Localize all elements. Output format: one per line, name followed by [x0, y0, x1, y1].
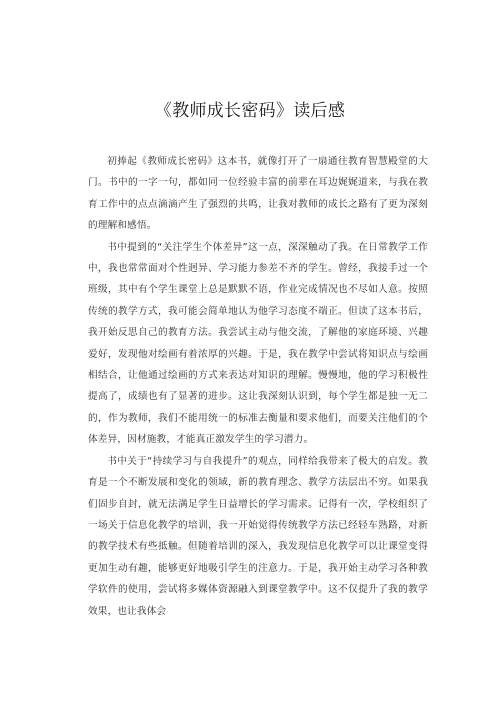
paragraph-1: 初捧起《教师成长密码》这本书，就像打开了一扇通往教育智慧殿堂的大门。书中的一字一句，都如同一位经验丰富的前辈在耳边娓娓道来，与我在教育工作中的点点滴滴产生了强烈的共鸣，让我对教师的成长之路有了更为深刻的理解和感悟。: [88, 156, 428, 232]
paragraph-3: 书中关于“持续学习与自我提升”的观点，同样给我带来了极大的启发。教育是一个不断发展和变化的领域，新的教育理念、教学方法层出不穷。如果我们固步自封，就无法满足学生日益增长的学习需求。记得有一次，学校组织了一场关于信息化教学的培训，我一开始觉得传统教学方法已经轻车熟路，对新的教学技术有些抵触。但随着培训的深入，我发现信息化教学可以让课堂变得更加生动有趣，能够更好地吸引学生的注意力。于是，我开始主动学习各种教学软件的使用，尝试将多媒体资源融入到课堂教学中。这不仅提升了我的教学效果，也让我体会: [88, 455, 428, 617]
document-body: [88, 151, 428, 622]
document-title: 《教师成长密码》读后感: [154, 101, 346, 121]
paragraph-2: 书中提到的“关注学生个体差异”这一点，深深触动了我。在日常教学工作中，我也常常面对个性迥异、学习能力参差不齐的学生。曾经，我接手过一个班级，其中有个学生课堂上总是默默不语，作业完成情况也不尽如人意。按照传统的教学方式，我可能会简单地认为他学习态度不端正。但读了这本书后，我开始反思自己的教育方法。我尝试主动与他交流，了解他的家庭环境、兴趣爱好，发现他对绘画有着浓厚的兴趣。于是，我在教学中尝试将知识点与绘画相结合，让他通过绘画的方式来表达对知识的理解。慢慢地，他的学习积极性提高了，成绩也有了显著的进步。这让我深刻认识到，每个学生都是独一无二的，作为教师，我们不能用统一的标准去衡量和要求他们，而要关注他们的个体差异，因材施教，才能真正激发学生的学习潜力。: [88, 241, 428, 446]
